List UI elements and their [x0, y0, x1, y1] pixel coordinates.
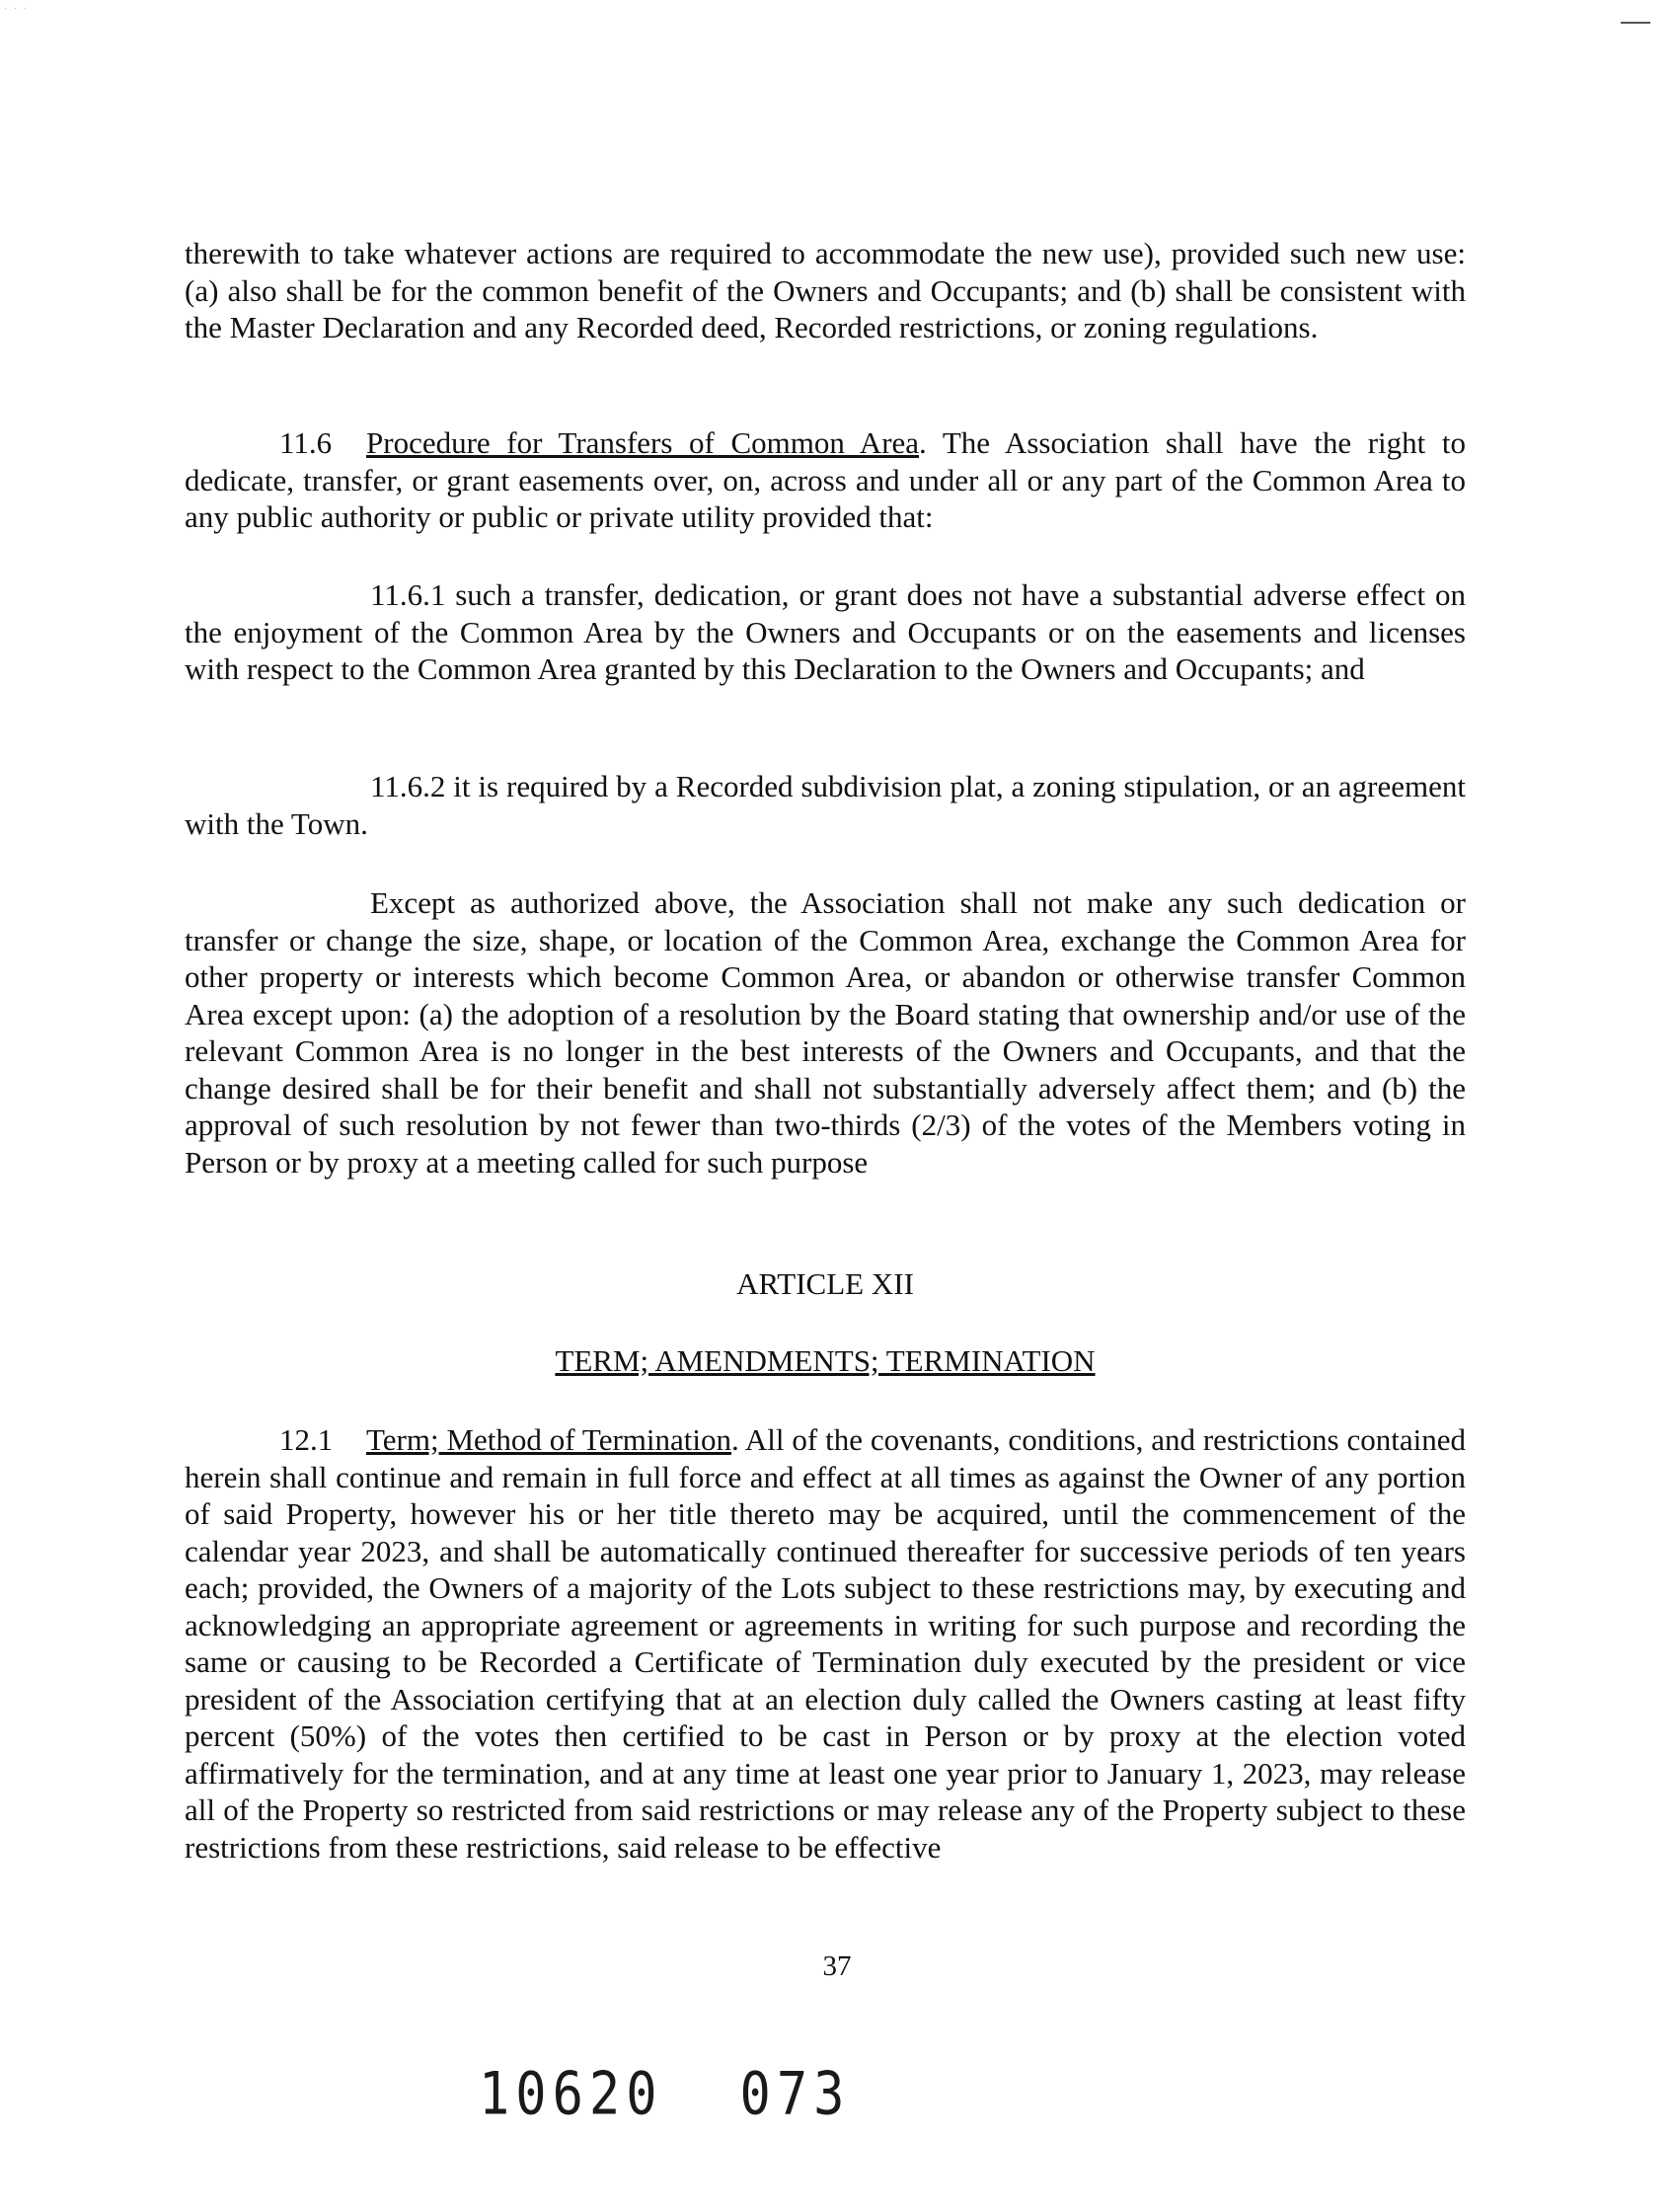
section-11-6-2-text: 11.6.2 it is required by a Recorded subdivision plat, a zoning stipulation, or an agreement with the Town.	[185, 769, 1466, 841]
except-paragraph	[185, 884, 1466, 1181]
scan-edge-mark	[1621, 22, 1650, 24]
section-12-1-number: 12.1	[279, 1422, 334, 1457]
article-title: ARTICLE XII	[736, 1266, 914, 1301]
section-11-6-heading: Procedure for Transfers of Common Area	[366, 425, 920, 460]
section-11-6-2	[185, 768, 1466, 842]
section-11-6-body: . The Association shall have the right to dedicate, transfer, or grant easements over, on, across and under all or any part of the Common Area to any public authority or public or private utility provided that:	[185, 425, 1466, 534]
section-12-1-body: . All of the covenants, conditions, and restrictions contained herein shall continue and remain in full force and effect at all times as against the Owner of any portion of said Property, however his or her title thereto may be acquired, until the commencement of the calendar year 2023, and shall be automatically continued thereafter for successive periods of ten years each; provided, the Owners of a majority of the Lots subject to these restrictions may, by executing and acknowledging an appropriate agreement or agreements in writing for such purpose and recording the same or causing to be Recorded a Certificate of Termination duly executed by the president or vice president of the Association certifying that at an election duly called the Owners casting at least fifty percent (50%) of the votes then certified to be cast in Person or by proxy at the election voted affirmatively for the termination, and at any time at least one year prior to January 1, 2023, may release all of the Property so restricted from said restrictions or may release any of the Property subject to these restrictions from these restrictions, said release to be effective	[185, 1422, 1466, 1865]
section-11-6	[185, 424, 1466, 536]
section-12-1	[185, 1421, 1466, 1866]
section-12-1-heading: Term; Method of Termination	[366, 1422, 731, 1457]
page-number: 37	[822, 1950, 852, 1982]
continuation-paragraph	[185, 235, 1466, 346]
recording-stamp	[479, 2061, 850, 2129]
scan-corner-artifact: · · ·	[4, 4, 29, 15]
continuation-text: therewith to take whatever actions are required to accommodate the new use), provided such new use: (a) also shall be for the common benefit of the Owners and Occupants; and (b) shall be consistent with the Master Declaration and any Recorded deed, Recorded restrictions, or zoning regulations.	[185, 236, 1466, 344]
section-11-6-number: 11.6	[279, 425, 333, 460]
section-11-6-1	[185, 576, 1466, 688]
article-subtitle: TERM; AMENDMENTS; TERMINATION	[555, 1343, 1096, 1378]
recording-book-number: 10620	[479, 2060, 663, 2129]
recording-page-number: 073	[739, 2060, 851, 2129]
except-paragraph-text: Except as authorized above, the Association shall not make any such dedication or transfer or change the size, shape, or location of the Common Area, exchange the Common Area for other property or interests which become Common Area, or abandon or otherwise transfer Common Area except upon: (a) the adoption of a resolution by the Board stating that ownership and/or use of the relevant Common Area is no longer in the best interests of the Owners and Occupants, and that the change desired shall be for their benefit and shall not substantially adversely affect them; and (b) the approval of such resolution by not fewer than two-thirds (2/3) of the votes of the Members voting in Person or by proxy at a meeting called for such purpose	[185, 885, 1466, 1180]
section-11-6-1-text: 11.6.1 such a transfer, dedication, or grant does not have a substantial adverse effect on the enjoyment of the Common Area by the Owners and Occupants or on the easements and licenses with respect to the Common Area granted by this Declaration to the Owners and Occupants; and	[185, 577, 1466, 686]
